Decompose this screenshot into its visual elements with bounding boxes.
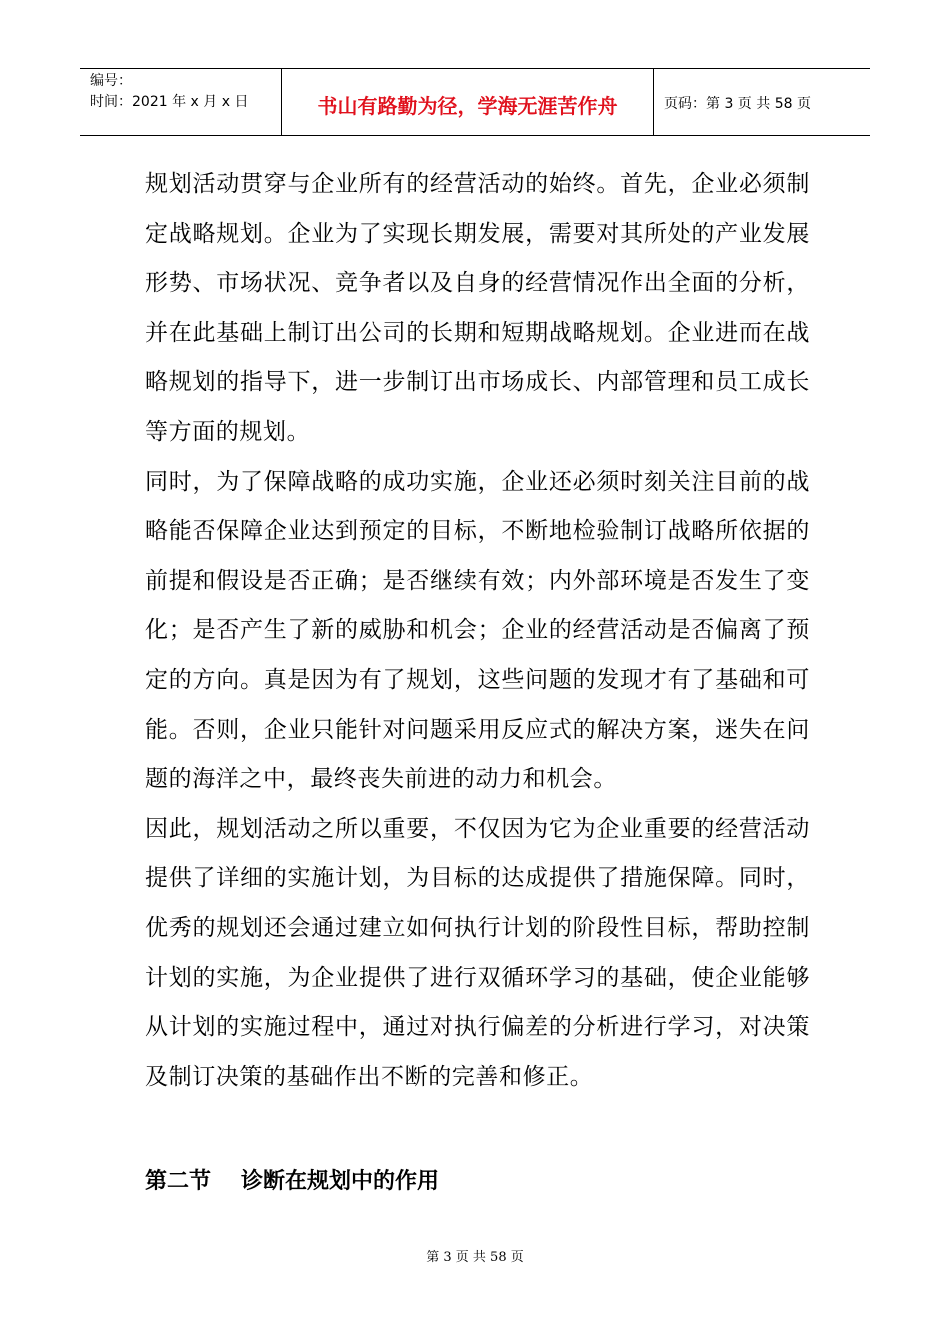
- paragraph: 同时，为了保障战略的成功实施，企业还必须时刻关注目前的战略能否保障企业达到预定的目标，不断地检验制订战略所依据的前提和假设是否正确；是否继续有效；内外部环境是否发生了变化；是否产生了新的威胁和机会；企业的经营活动是否偏离了预定的方向。真是因为有了规划，这些问题的发现才有了基础和可能。否则，企业只能针对问题采用反应式的解决方案，迷失在问题的海洋之中，最终丧失前进的动力和机会。: [145, 468, 810, 793]
- section-title: 诊断在规划中的作用: [241, 1169, 440, 1194]
- document-date: 时间：2021 年 x 月 x 日: [90, 94, 249, 110]
- document-body: [145, 160, 810, 1102]
- section-number: 第二节: [145, 1169, 212, 1194]
- section-heading: [145, 1164, 439, 1195]
- page-footer: 第 3 页 共 58 页: [426, 1250, 524, 1265]
- header-meta: [80, 69, 282, 135]
- page-header: [80, 68, 870, 136]
- paragraph: 规划活动贯穿与企业所有的经营活动的始终。首先，企业必须制定战略规划。企业为了实现长期发展，需要对其所处的产业发展形势、市场状况、竞争者以及自身的经营情况作出全面的分析，并在此基础上制订出公司的长期和短期战略规划。企业进而在战略规划的指导下，进一步制订出市场成长、内部管理和员工成长等方面的规划。: [145, 171, 810, 445]
- header-motto: 书山有路勤为径，学海无涯苦作舟: [282, 69, 654, 135]
- paragraph: 因此，规划活动之所以重要，不仅因为它为企业重要的经营活动提供了详细的实施计划，为目标的达成提供了措施保障。同时，优秀的规划还会通过建立如何执行计划的阶段性目标，帮助控制计划的实施，为企业提供了进行双循环学习的基础，使企业能够从计划的实施过程中，通过对执行偏差的分析进行学习，对决策及制订决策的基础作出不断的完善和修正。: [145, 815, 810, 1090]
- document-number-label: 编号：: [90, 73, 132, 89]
- header-page-info: 页码：第 3 页 共 58 页: [664, 96, 811, 112]
